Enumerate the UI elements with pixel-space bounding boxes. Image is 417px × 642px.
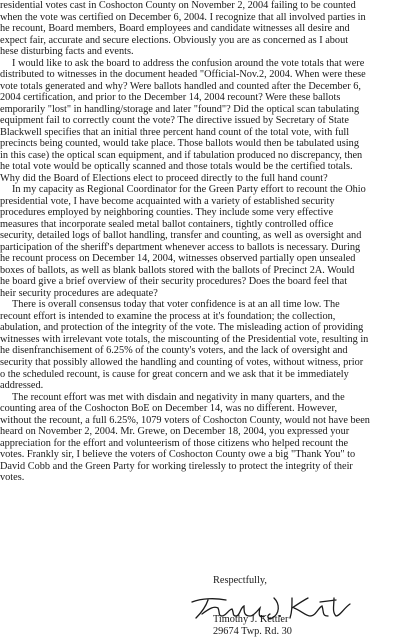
- p2-line-1: I would like to ask the board to address the confusion around the vote totals that were: [12, 57, 365, 69]
- p4-line-8: addressed.: [0, 380, 44, 392]
- p3-line-7: he recount process on December 14, 2004, witnesses observed partially open unsealed: [0, 253, 356, 265]
- p5-line-8: votes.: [0, 472, 25, 484]
- p4-line-7: o the scheduled recount, is cause for great concern and we ask that it be immediately: [0, 368, 349, 380]
- p5-line-5: appreciation for the effort and volunteerism of those citizens who helped recount the: [0, 437, 349, 449]
- p2-line-11: Why did the Board of Elections elect to proceed directly to the full hand count?: [0, 172, 328, 184]
- p1-line-3: he recount, Board members, Board employees and candidate witnesses all desire and: [0, 23, 350, 35]
- p3-line-4: measures that incorporate sealed metal ballot containers, tightly controlled office: [0, 218, 334, 230]
- p2-line-6: equipment fail to correctly count the vote? The directive issued by Secretary of State: [0, 115, 349, 127]
- p3-line-3: procedures employed by neighboring counties. They include some very effective: [0, 207, 334, 219]
- signer-name: Timothy J. Kettler: [213, 614, 289, 625]
- signer-block: [0, 614, 417, 637]
- p3-line-10: heir security procedures are adequate?: [0, 287, 158, 299]
- signer-address: 29674 Twp. Rd. 30: [213, 625, 292, 637]
- p5-line-4: heard on November 2, 2004. Mr. Grewe, on December 18, 2004, you expressed your: [0, 426, 350, 438]
- p4-line-4: witnesses with irrelevant vote totals, the miscounting of the Presidential vote, resulting in: [0, 333, 369, 345]
- p2-line-10: he total vote would be optically scanned and those totals would be the certified totals.: [0, 161, 353, 173]
- p3-line-6: participation of the sheriff's department whenever access to ballots is necessary. During: [0, 241, 361, 253]
- p4-line-6: security that possibly allowed the handling and counting of votes, without witness, prior: [0, 356, 364, 368]
- p5-line-2: counting area of the Coshocton BoE on December 14, was no different. However,: [0, 403, 338, 415]
- p2-line-7: Blackwell specifies that an initial three percent hand count of the total vote, with full: [0, 126, 350, 138]
- p3-line-1: In my capacity as Regional Coordinator for the Green Party effort to recount the Ohio: [12, 184, 366, 196]
- p1-line-2: when the vote was certified on December 6, 2004. I recognize that all involved parties in: [0, 11, 366, 23]
- p3-line-9: he board give a brief overview of their security procedures? Does the board feel that: [0, 276, 348, 288]
- p3-line-8: boxes of ballots, as well as blank ballots stored with the ballots of Precinct 2A. Would: [0, 264, 355, 276]
- p3-line-5: security, detailed logs of ballot handling, transfer and counting, as well as oversight and: [0, 230, 362, 242]
- p1-line-1: residential votes cast in Coshocton County on November 2, 2004 failing to be counted: [0, 0, 356, 11]
- p3-line-2: presidential vote, I have become acquainted with a variety of established security: [0, 195, 335, 207]
- p2-line-9: in this case) the optical scan equipment, and if tabulation produced no discrepancy, then: [0, 149, 363, 161]
- p4-line-1: There is overall consensus today that voter confidence is at an all time low. The: [12, 299, 340, 311]
- closing-phrase: Respectfully,: [213, 575, 267, 586]
- p4-line-3: abulation, and protection of the integrity of the vote. The misleading action of providing: [0, 322, 364, 334]
- p2-line-2: distributed to witnesses in the document headed "Official-Nov.2, 2004. When were these: [0, 69, 366, 81]
- p5-line-7: David Cobb and the Green Party for working tirelessly to protect the integrity of their: [0, 460, 353, 472]
- p1-line-5: hese disturbing facts and events.: [0, 46, 134, 58]
- p5-line-6: votes. Frankly sir, I believe the voters of Coshocton County owe a big "Thank You" to: [0, 449, 356, 461]
- p2-line-8: precincts being counted, would take place. Those ballots would then be tabulated using: [0, 138, 359, 150]
- p4-line-5: he disenfranchisement of 6.25% of the county's voters, and the lack of oversight and: [0, 345, 348, 357]
- letter-closing-block: [0, 575, 417, 587]
- p2-line-3: vote totals generated and why? Were ballots handled and counted after the December 6,: [0, 80, 361, 92]
- p5-line-3: without the recount, a full 6.25%, 1079 voters of Coshocton County, would not have been: [0, 414, 370, 426]
- p5-line-1: The recount effort was met with disdain and negativity in many quarters, and the: [12, 391, 345, 403]
- p1-line-4: expect fair, accurate and secure elections. Obviously you are as concerned as I about: [0, 34, 349, 46]
- p2-line-5: emporarily "lost" in handling/storage and later "found"? Did the optical scan tabulating: [0, 103, 360, 115]
- p2-line-4: 2004 certification, and prior to the December 14, 2004 recount? Were these ballots: [0, 92, 341, 104]
- p4-line-2: recount effort is intended to examine the process at it's foundation; the collection,: [0, 310, 336, 322]
